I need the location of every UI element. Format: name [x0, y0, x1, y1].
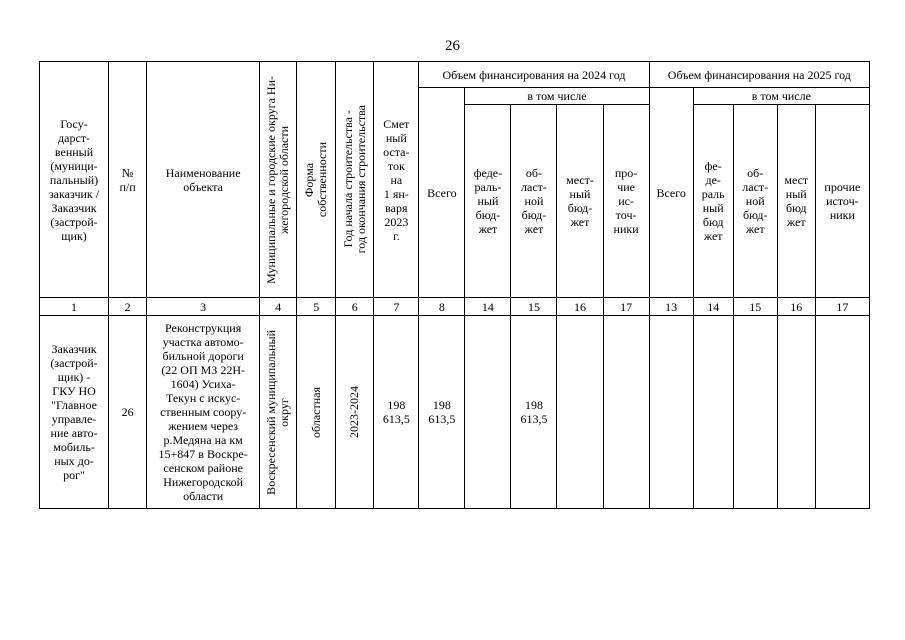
- header-customer: Госу- дарст- венный (муници- пальный) заказчик / Заказчик (застрой- щик): [40, 62, 109, 298]
- header-regional-2025: об- ласт- ной бюд- жет: [733, 105, 777, 298]
- column-number: 2: [109, 298, 147, 316]
- column-number: 13: [649, 298, 693, 316]
- cell-municipality-cell: [260, 316, 297, 509]
- header-local-2025: мест ный бюд жет: [777, 105, 815, 298]
- column-number: 3: [147, 298, 260, 316]
- header-other-2024: про- чие ис- точ- ники: [603, 105, 649, 298]
- header-num: № п/п: [109, 62, 147, 298]
- header-funding-2024: Объем финансирования на 2024 год: [419, 62, 649, 88]
- header-municipality-cell: [260, 62, 297, 298]
- header-total-2024: Всего: [419, 88, 465, 298]
- header-years-cell: [336, 62, 374, 298]
- header-regional-2024: об- ласт- ной бюд- жет: [511, 105, 557, 298]
- cell-regional-2025: [733, 316, 777, 509]
- page-number: 26: [445, 38, 460, 54]
- column-number: 16: [557, 298, 603, 316]
- cell-municipality: Воскресенский муниципальный округ: [264, 329, 292, 495]
- column-number: 15: [511, 298, 557, 316]
- cell-total-2024: 198 613,5: [419, 316, 465, 509]
- header-years: Год начала строительства - год окончания строительства: [340, 105, 368, 254]
- header-object-name: Наименование объекта: [147, 62, 260, 298]
- cell-customer: Заказчик (застрой- щик) - ГКУ НО "Главное управле- ние авто- мобиль- ных до- рог": [40, 316, 109, 509]
- header-row-group: [40, 62, 870, 88]
- column-number: 7: [374, 298, 419, 316]
- header-ownership: Форма собственности: [302, 141, 330, 218]
- cell-years-cell: [336, 316, 374, 509]
- header-federal-2025: фе- де- раль ный бюд жет: [693, 105, 733, 298]
- header-local-2024: мест- ный бюд- жет: [557, 105, 603, 298]
- cell-regional-2024: 198 613,5: [511, 316, 557, 509]
- header-other-2025: прочие источ- ники: [815, 105, 869, 298]
- cell-local-2025: [777, 316, 815, 509]
- header-funding-2025: Объем финансирования на 2025 год: [649, 62, 869, 88]
- header-municipality: Муниципальные и городские округа Ни- жегородской области: [264, 75, 292, 284]
- column-number: 8: [419, 298, 465, 316]
- header-including-2025: в том числе: [693, 88, 869, 105]
- header-total-2025: Всего: [649, 88, 693, 298]
- cell-other-2024: [603, 316, 649, 509]
- column-number: 6: [336, 298, 374, 316]
- column-number: 1: [40, 298, 109, 316]
- column-number: 5: [297, 298, 336, 316]
- cell-object-name: Реконструкция участка автомо- бильной дороги (22 ОП МЗ 22Н- 1604) Усиха- Текун с искус- ственным соору- жением через р.Медяна на км 15+847 в Воскре- сенском районе Нижегородской области: [147, 316, 260, 509]
- cell-other-2025: [815, 316, 869, 509]
- cell-local-2024: [557, 316, 603, 509]
- cell-total-2025: [649, 316, 693, 509]
- cell-ownership: областная: [308, 386, 323, 438]
- header-ownership-cell: [297, 62, 336, 298]
- cell-ownership-cell: [297, 316, 336, 509]
- table-row: [40, 316, 870, 509]
- column-number: 17: [603, 298, 649, 316]
- column-number: 14: [693, 298, 733, 316]
- cell-federal-2024: [465, 316, 511, 509]
- column-number: 4: [260, 298, 297, 316]
- cell-years: 2023-2024: [347, 386, 362, 438]
- column-number-row: [40, 298, 870, 316]
- column-number: 14: [465, 298, 511, 316]
- header-including-2024: в том числе: [465, 88, 649, 105]
- column-number: 15: [733, 298, 777, 316]
- cell-estimate: 198 613,5: [374, 316, 419, 509]
- cell-federal-2025: [693, 316, 733, 509]
- header-federal-2024: феде- раль- ный бюд- жет: [465, 105, 511, 298]
- funding-table: [39, 61, 870, 509]
- header-estimate: Смет ный оста- ток на 1 ян- варя 2023 г.: [374, 62, 419, 298]
- column-number: 17: [815, 298, 869, 316]
- column-number: 16: [777, 298, 815, 316]
- cell-num: 26: [109, 316, 147, 509]
